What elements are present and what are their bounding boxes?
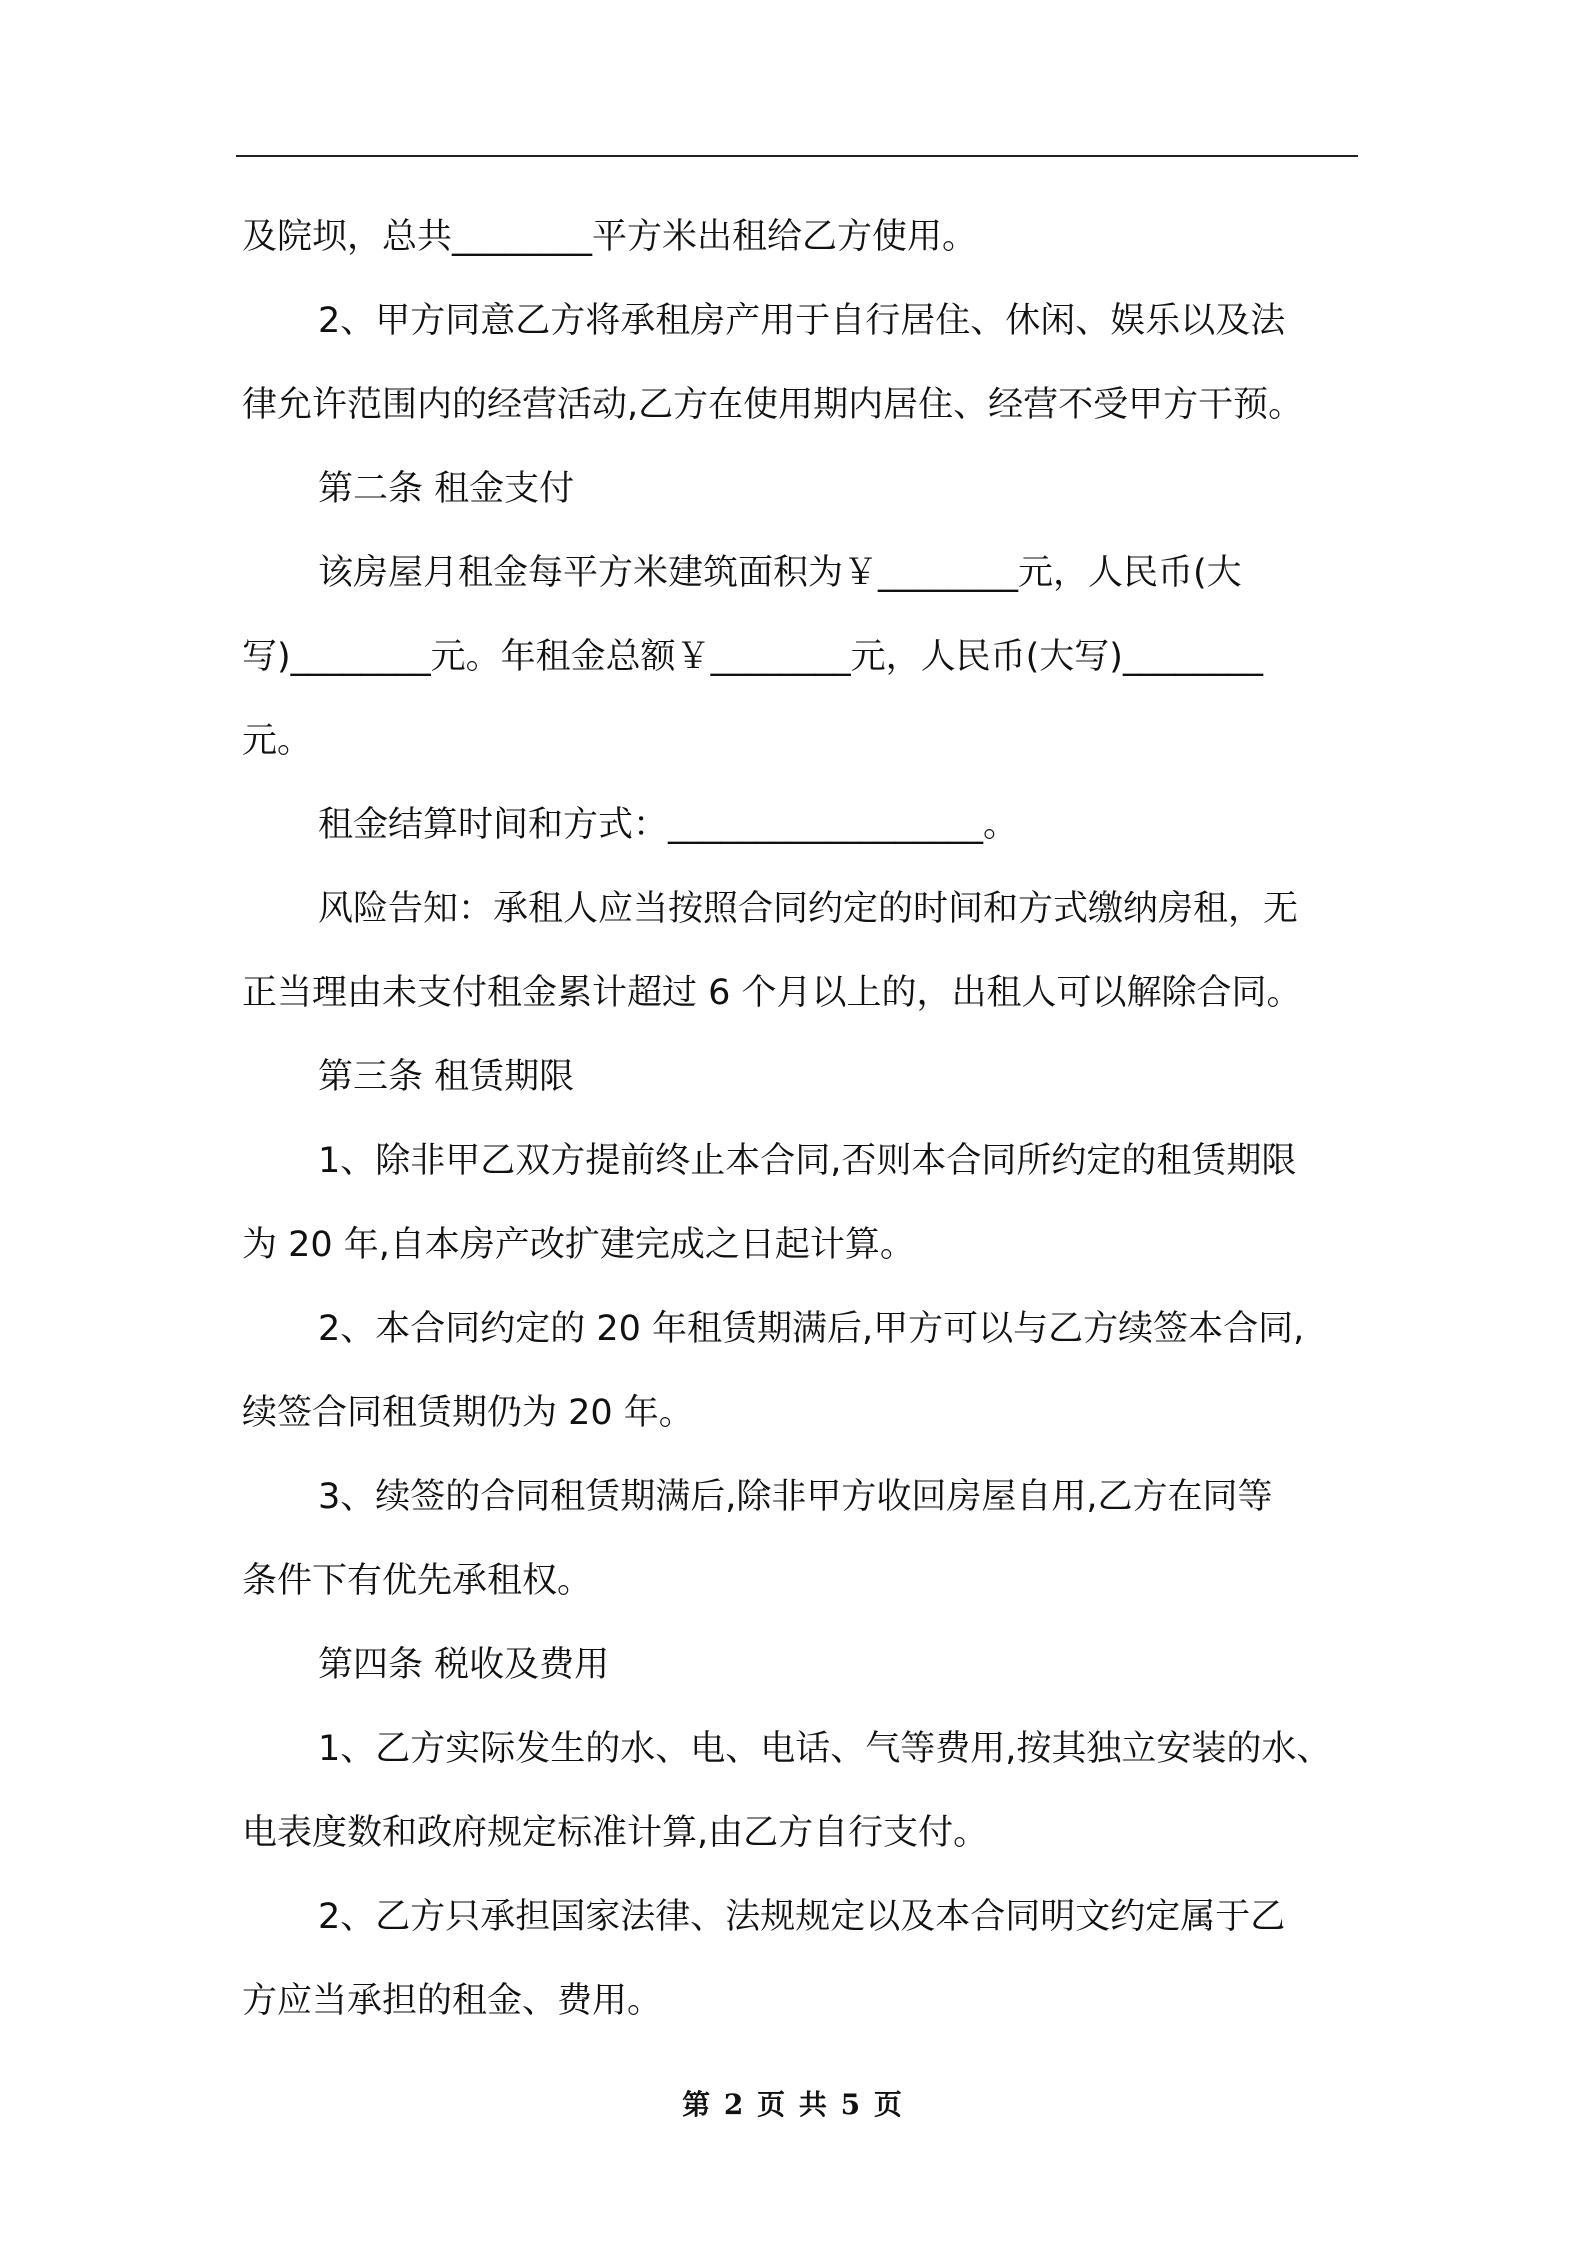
text-line: 为 20 年,自本房产改扩建完成之日起计算。 (242, 1225, 915, 1265)
text-line: 写)________元。年租金总额￥________元，人民币(大写)________ (242, 637, 1263, 677)
text-line: 1、乙方实际发生的水、电、电话、气等费用,按其独立安装的水、 (318, 1729, 1332, 1769)
text-line: 该房屋月租金每平方米建筑面积为￥________元，人民币(大 (318, 553, 1242, 593)
text-line: 第四条 税收及费用 (318, 1645, 610, 1685)
document-body (242, 195, 1360, 2043)
text-line: 租金结算时间和方式：__________________。 (318, 805, 1019, 845)
text-line: 方应当承担的租金、费用。 (242, 1981, 663, 2021)
text-line: 2、乙方只承担国家法律、法规规定以及本合同明文约定属于乙 (318, 1897, 1286, 1937)
text-line: 条件下有优先承租权。 (242, 1561, 593, 1601)
header-rule (236, 155, 1358, 157)
text-line: 风险告知：承租人应当按照合同约定的时间和方式缴纳房租，无 (318, 889, 1299, 929)
text-line: 元。 (242, 721, 313, 761)
page-number: 第 2 页 共 5 页 (682, 2088, 904, 2121)
text-line: 第三条 租赁期限 (318, 1057, 575, 1097)
text-line: 电表度数和政府规定标准计算,由乙方自行支付。 (242, 1813, 989, 1853)
text-line: 2、本合同约定的 20 年租赁期满后,甲方可以与乙方续签本合同, (318, 1309, 1305, 1349)
text-line: 续签合同租赁期仍为 20 年。 (242, 1393, 694, 1433)
text-line: 及院坝，总共________平方米出租给乙方使用。 (242, 217, 978, 257)
text-line: 第二条 租金支付 (318, 469, 575, 509)
text-line: 正当理由未支付租金累计超过 6 个月以上的，出租人可以解除合同。 (242, 973, 1302, 1013)
text-line: 2、甲方同意乙方将承租房产用于自行居住、休闲、娱乐以及法 (318, 301, 1286, 341)
text-line: 3、续签的合同租赁期满后,除非甲方收回房屋自用,乙方在同等 (318, 1477, 1273, 1517)
text-line: 1、除非甲乙双方提前终止本合同,否则本合同所约定的租赁期限 (318, 1141, 1297, 1181)
text-line: 律允许范围内的经营活动,乙方在使用期内居住、经营不受甲方干预。 (242, 385, 1304, 425)
